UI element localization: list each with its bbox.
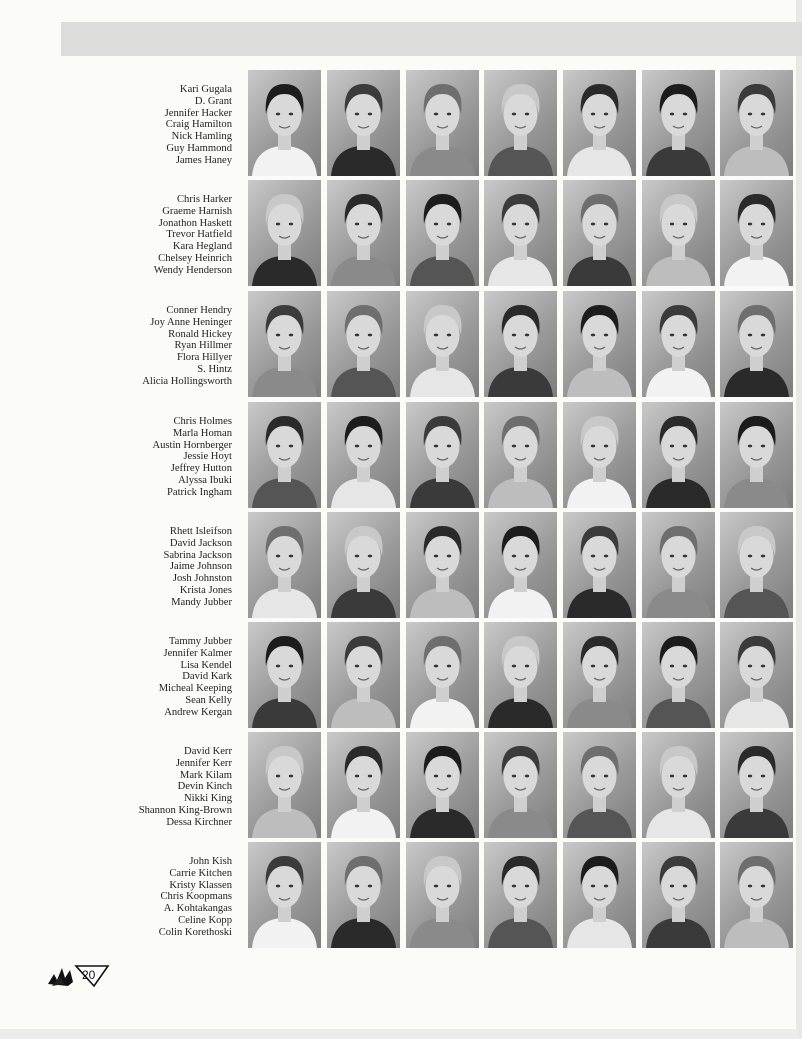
student-name: Lisa Kendel bbox=[180, 659, 232, 671]
student-portrait bbox=[406, 180, 479, 286]
student-portrait bbox=[248, 291, 321, 397]
student-portrait bbox=[484, 70, 557, 176]
student-name: Mark Kilam bbox=[179, 769, 232, 781]
portrait-row bbox=[0, 402, 802, 510]
student-name: James Haney bbox=[175, 154, 232, 166]
name-list bbox=[100, 305, 232, 388]
student-portrait bbox=[563, 402, 636, 508]
student-name: Krista Jones bbox=[179, 584, 232, 596]
student-portrait bbox=[406, 732, 479, 838]
student-portrait bbox=[406, 70, 479, 176]
student-name: Mandy Jubber bbox=[171, 596, 232, 608]
student-portrait bbox=[563, 622, 636, 728]
page-number: 20 bbox=[82, 968, 96, 982]
student-name: D. Grant bbox=[194, 95, 232, 107]
student-name: John Kish bbox=[189, 856, 232, 867]
student-name: Rhett Isleifson bbox=[169, 526, 232, 537]
student-name: Jeffrey Hutton bbox=[170, 463, 232, 475]
student-name: Dessa Kirchner bbox=[166, 816, 232, 828]
student-portrait bbox=[406, 842, 479, 948]
page-number-emblem bbox=[46, 962, 110, 990]
student-portrait bbox=[720, 291, 793, 397]
student-name: Josh Johnston bbox=[172, 573, 232, 585]
student-portrait bbox=[563, 842, 636, 948]
student-name: Nikki King bbox=[184, 793, 232, 805]
student-portrait bbox=[563, 512, 636, 618]
student-portrait bbox=[484, 402, 557, 508]
name-list bbox=[100, 636, 232, 719]
student-name: Celine Kopp bbox=[178, 914, 232, 926]
student-portrait bbox=[484, 180, 557, 286]
student-portrait bbox=[720, 842, 793, 948]
student-portrait bbox=[327, 732, 400, 838]
student-name: Sean Kelly bbox=[185, 694, 232, 706]
student-portrait bbox=[642, 732, 715, 838]
student-portrait bbox=[327, 842, 400, 948]
portrait-row bbox=[0, 732, 802, 840]
student-name: Jennifer Kalmer bbox=[163, 647, 232, 659]
student-name: Guy Hammond bbox=[166, 142, 232, 154]
student-name: Conner Hendry bbox=[166, 305, 232, 316]
portrait-row bbox=[0, 622, 802, 730]
student-portrait bbox=[248, 402, 321, 508]
student-portrait bbox=[563, 291, 636, 397]
student-portrait bbox=[327, 512, 400, 618]
student-name: Chris Harker bbox=[176, 194, 232, 205]
student-name: Devin Kinch bbox=[177, 781, 232, 793]
student-name: S. Hintz bbox=[197, 363, 232, 375]
student-portrait bbox=[248, 70, 321, 176]
student-name: Chris Koopmans bbox=[160, 891, 232, 903]
student-name: Alicia Hollingsworth bbox=[142, 375, 232, 387]
student-name: Alyssa Ibuki bbox=[178, 474, 232, 486]
name-list bbox=[100, 856, 232, 939]
student-portrait bbox=[720, 512, 793, 618]
portrait-row bbox=[0, 842, 802, 950]
student-portrait bbox=[327, 622, 400, 728]
name-list bbox=[100, 526, 232, 609]
student-portrait bbox=[720, 180, 793, 286]
student-name: David Kark bbox=[182, 671, 232, 683]
name-list bbox=[100, 194, 232, 277]
student-name: Marla Homan bbox=[172, 427, 232, 439]
student-portrait bbox=[642, 402, 715, 508]
student-portrait bbox=[642, 180, 715, 286]
student-name: Andrew Kergan bbox=[164, 706, 232, 718]
student-name: Sabrina Jackson bbox=[163, 549, 232, 561]
student-portrait bbox=[720, 70, 793, 176]
student-name: Chris Holmes bbox=[173, 416, 232, 427]
student-portrait bbox=[327, 180, 400, 286]
student-name: Jessie Hoyt bbox=[183, 451, 232, 463]
student-portrait bbox=[484, 622, 557, 728]
student-portrait bbox=[720, 732, 793, 838]
student-portrait bbox=[563, 180, 636, 286]
student-name: Colin Korethoski bbox=[158, 926, 232, 938]
student-name: Austin Hornberger bbox=[152, 439, 232, 451]
student-name: Ryan Hillmer bbox=[174, 340, 232, 352]
student-name: Jennifer Kerr bbox=[175, 757, 232, 769]
header-bar bbox=[61, 22, 802, 56]
name-list bbox=[100, 746, 232, 829]
student-name: Chelsey Heinrich bbox=[158, 252, 232, 264]
student-portrait bbox=[642, 842, 715, 948]
student-portrait bbox=[484, 291, 557, 397]
student-portrait bbox=[406, 402, 479, 508]
student-name: Jonathon Haskett bbox=[158, 217, 232, 229]
student-name: Ronald Hickey bbox=[168, 328, 232, 340]
portrait-row bbox=[0, 291, 802, 399]
student-name: Patrick Ingham bbox=[166, 486, 232, 498]
name-list bbox=[100, 416, 232, 499]
student-portrait bbox=[406, 291, 479, 397]
student-name: Graeme Harnish bbox=[162, 205, 232, 217]
student-name: Trevor Hatfield bbox=[166, 229, 232, 241]
student-portrait bbox=[484, 512, 557, 618]
student-name: Jaime Johnson bbox=[169, 561, 232, 573]
student-portrait bbox=[406, 512, 479, 618]
portrait-row bbox=[0, 512, 802, 620]
student-portrait bbox=[563, 70, 636, 176]
student-portrait bbox=[327, 70, 400, 176]
student-name: Craig Hamilton bbox=[165, 119, 232, 131]
student-name: Nick Hamling bbox=[171, 131, 232, 143]
student-portrait bbox=[720, 622, 793, 728]
student-portrait bbox=[642, 70, 715, 176]
student-name: Flora Hillyer bbox=[176, 352, 232, 364]
student-portrait bbox=[563, 732, 636, 838]
student-portrait bbox=[484, 842, 557, 948]
student-name: David Jackson bbox=[169, 537, 232, 549]
name-list bbox=[100, 84, 232, 167]
student-name: Carrie Kitchen bbox=[169, 867, 232, 879]
student-name: Shannon King-Brown bbox=[138, 804, 232, 816]
student-name: Tammy Jubber bbox=[168, 636, 232, 647]
student-portrait bbox=[327, 291, 400, 397]
student-name: Micheal Keeping bbox=[158, 683, 232, 695]
student-portrait bbox=[642, 622, 715, 728]
student-portrait bbox=[484, 732, 557, 838]
portrait-row bbox=[0, 180, 802, 288]
student-portrait bbox=[248, 180, 321, 286]
student-name: Kara Hegland bbox=[172, 241, 232, 253]
student-name: Joy Anne Heninger bbox=[150, 316, 232, 328]
student-portrait bbox=[248, 842, 321, 948]
student-name: David Kerr bbox=[184, 746, 232, 757]
student-name: Jennifer Hacker bbox=[164, 107, 232, 119]
student-portrait bbox=[642, 512, 715, 618]
student-portrait bbox=[248, 732, 321, 838]
portrait-row bbox=[0, 70, 802, 178]
student-portrait bbox=[327, 402, 400, 508]
student-name: Kristy Klassen bbox=[169, 879, 232, 891]
student-name: Kari Gugala bbox=[179, 84, 232, 95]
student-portrait bbox=[248, 512, 321, 618]
student-portrait bbox=[248, 622, 321, 728]
student-name: Wendy Henderson bbox=[153, 264, 232, 276]
student-portrait bbox=[642, 291, 715, 397]
student-portrait bbox=[720, 402, 793, 508]
student-portrait bbox=[406, 622, 479, 728]
student-name: A. Kohtakangas bbox=[163, 903, 232, 915]
